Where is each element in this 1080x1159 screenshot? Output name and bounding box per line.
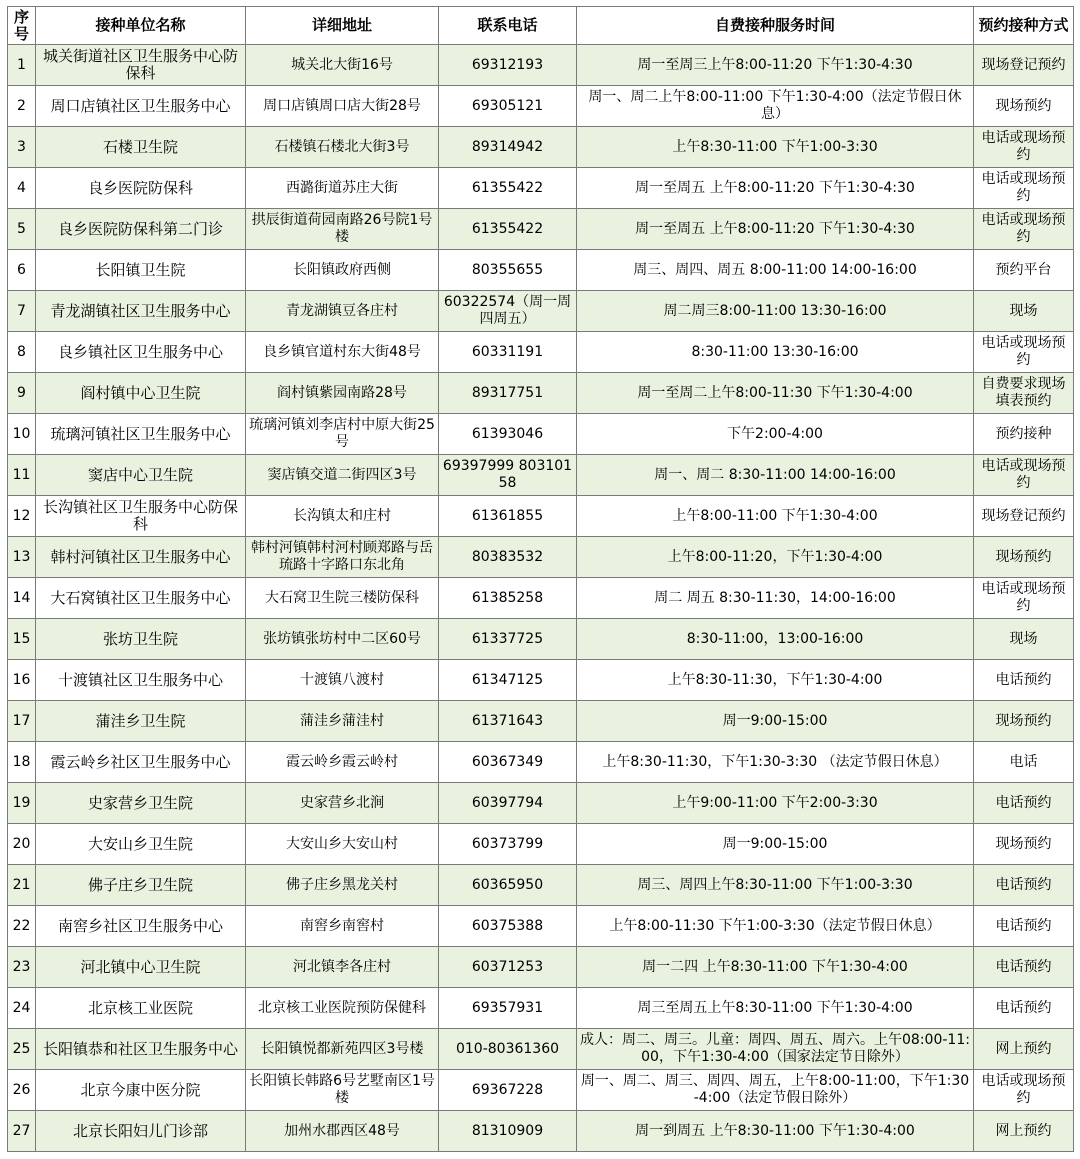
row-name: 北京核工业医院: [36, 988, 246, 1029]
header-no: 序号: [8, 7, 36, 45]
row-no: 24: [8, 988, 36, 1029]
table-row: [8, 783, 1074, 824]
row-method: 现场预约: [974, 86, 1074, 127]
row-name: 北京长阳妇儿门诊部: [36, 1111, 246, 1152]
table-row: [8, 537, 1074, 578]
row-no: 25: [8, 1029, 36, 1070]
row-address: 良乡镇官道村东大街48号: [246, 332, 439, 373]
row-time: 上午8:00-11:20，下午1:30-4:00: [577, 537, 974, 578]
row-no: 3: [8, 127, 36, 168]
row-phone: 69305121: [439, 86, 577, 127]
row-no: 19: [8, 783, 36, 824]
row-address: 大石窝卫生院三楼防保科: [246, 578, 439, 619]
row-time: 周二 周五 8:30-11:30，14:00-16:00: [577, 578, 974, 619]
row-address: 十渡镇八渡村: [246, 660, 439, 701]
row-phone: 60322574（周一周四周五）: [439, 291, 577, 332]
row-no: 4: [8, 168, 36, 209]
table-row: [8, 701, 1074, 742]
row-phone: 60331191: [439, 332, 577, 373]
row-phone: 61337725: [439, 619, 577, 660]
row-time: 周一、周二上午8:00-11:00 下午1:30-4:00（法定节假日休息）: [577, 86, 974, 127]
row-method: 现场: [974, 619, 1074, 660]
row-method: 电话或现场预约: [974, 578, 1074, 619]
table-row: [8, 455, 1074, 496]
row-method: 电话预约: [974, 865, 1074, 906]
row-no: 27: [8, 1111, 36, 1152]
row-name: 霞云岭乡社区卫生服务中心: [36, 742, 246, 783]
row-no: 20: [8, 824, 36, 865]
row-time: 周三至周五上午8:30-11:00 下午1:30-4:00: [577, 988, 974, 1029]
row-no: 14: [8, 578, 36, 619]
row-method: 电话预约: [974, 660, 1074, 701]
table-row: [8, 496, 1074, 537]
row-name: 青龙湖镇社区卫生服务中心: [36, 291, 246, 332]
row-name: 良乡医院防保科: [36, 168, 246, 209]
table-row: [8, 291, 1074, 332]
row-phone: 69367228: [439, 1070, 577, 1111]
row-time: 周一至周五 上午8:00-11:20 下午1:30-4:30: [577, 168, 974, 209]
table-row: [8, 906, 1074, 947]
row-name: 长阳镇恭和社区卫生服务中心: [36, 1029, 246, 1070]
row-method: 现场登记预约: [974, 45, 1074, 86]
row-time: 周一9:00-15:00: [577, 824, 974, 865]
row-phone: 60371253: [439, 947, 577, 988]
row-no: 6: [8, 250, 36, 291]
row-method: 电话或现场预约: [974, 168, 1074, 209]
row-no: 18: [8, 742, 36, 783]
table-row: [8, 209, 1074, 250]
vaccination-sites-table: [7, 6, 1074, 1152]
row-method: 现场登记预约: [974, 496, 1074, 537]
row-no: 21: [8, 865, 36, 906]
row-address: 青龙湖镇豆各庄村: [246, 291, 439, 332]
row-time: 上午8:00-11:30 下午1:00-3:30（法定节假日休息）: [577, 906, 974, 947]
row-time: 上午8:30-11:00 下午1:00-3:30: [577, 127, 974, 168]
row-no: 17: [8, 701, 36, 742]
row-method: 电话预约: [974, 783, 1074, 824]
table-row: [8, 250, 1074, 291]
row-no: 23: [8, 947, 36, 988]
row-address: 窦店镇交道二街四区3号: [246, 455, 439, 496]
row-address: 北京核工业医院预防保健科: [246, 988, 439, 1029]
row-phone: 89317751: [439, 373, 577, 414]
row-address: 河北镇李各庄村: [246, 947, 439, 988]
row-time: 周一二四 上午8:30-11:00 下午1:30-4:00: [577, 947, 974, 988]
row-address: 长沟镇太和庄村: [246, 496, 439, 537]
row-time: 周一至周五 上午8:00-11:20 下午1:30-4:30: [577, 209, 974, 250]
row-method: 电话或现场预约: [974, 332, 1074, 373]
row-method: 现场预约: [974, 824, 1074, 865]
table-row: [8, 619, 1074, 660]
row-time: 上午9:00-11:00 下午2:00-3:30: [577, 783, 974, 824]
row-phone: 69397999 80310158: [439, 455, 577, 496]
row-address: 长阳镇悦都新苑四区3号楼: [246, 1029, 439, 1070]
row-time: 周一、周二 8:30-11:00 14:00-16:00: [577, 455, 974, 496]
row-time: 周三、周四、周五 8:00-11:00 14:00-16:00: [577, 250, 974, 291]
row-phone: 69312193: [439, 45, 577, 86]
row-phone: 61355422: [439, 209, 577, 250]
row-address: 韩村河镇韩村河村顾郑路与岳琉路十字路口东北角: [246, 537, 439, 578]
row-address: 蒲洼乡蒲洼村: [246, 701, 439, 742]
header-name: 接种单位名称: [36, 7, 246, 45]
table-row: [8, 865, 1074, 906]
row-method: 网上预约: [974, 1029, 1074, 1070]
table-row: [8, 1070, 1074, 1111]
row-phone: 61361855: [439, 496, 577, 537]
row-method: 电话预约: [974, 906, 1074, 947]
row-name: 南窖乡社区卫生服务中心: [36, 906, 246, 947]
row-name: 长沟镇社区卫生服务中心防保科: [36, 496, 246, 537]
row-address: 张坊镇张坊村中二区60号: [246, 619, 439, 660]
table-row: [8, 332, 1074, 373]
row-method: 电话预约: [974, 988, 1074, 1029]
row-method: 电话或现场预约: [974, 209, 1074, 250]
row-address: 拱辰街道荷园南路26号院1号楼: [246, 209, 439, 250]
row-no: 11: [8, 455, 36, 496]
row-time: 上午8:30-11:30，下午1:30-3:30 （法定节假日休息）: [577, 742, 974, 783]
row-name: 佛子庄乡卫生院: [36, 865, 246, 906]
table-row: [8, 127, 1074, 168]
row-address: 南窖乡南窖村: [246, 906, 439, 947]
row-name: 石楼卫生院: [36, 127, 246, 168]
row-no: 5: [8, 209, 36, 250]
row-phone: 61393046: [439, 414, 577, 455]
table-row: [8, 660, 1074, 701]
row-name: 北京今康中医分院: [36, 1070, 246, 1111]
row-no: 1: [8, 45, 36, 86]
row-address: 石楼镇石楼北大街3号: [246, 127, 439, 168]
row-method: 电话或现场预约: [974, 455, 1074, 496]
row-phone: 60365950: [439, 865, 577, 906]
row-no: 26: [8, 1070, 36, 1111]
row-phone: 61355422: [439, 168, 577, 209]
header-phone: 联系电话: [439, 7, 577, 45]
row-phone: 89314942: [439, 127, 577, 168]
row-name: 阎村镇中心卫生院: [36, 373, 246, 414]
row-name: 大石窝镇社区卫生服务中心: [36, 578, 246, 619]
row-address: 周口店镇周口店大街28号: [246, 86, 439, 127]
row-no: 10: [8, 414, 36, 455]
row-phone: 60375388: [439, 906, 577, 947]
row-name: 城关街道社区卫生服务中心防保科: [36, 45, 246, 86]
row-address: 加州水郡西区48号: [246, 1111, 439, 1152]
row-phone: 010-80361360: [439, 1029, 577, 1070]
row-address: 城关北大街16号: [246, 45, 439, 86]
table-row: [8, 86, 1074, 127]
row-address: 长阳镇政府西侧: [246, 250, 439, 291]
table-row: [8, 168, 1074, 209]
row-no: 16: [8, 660, 36, 701]
row-phone: 80355655: [439, 250, 577, 291]
table-row: [8, 373, 1074, 414]
row-address: 阎村镇紫园南路28号: [246, 373, 439, 414]
row-phone: 60367349: [439, 742, 577, 783]
header-row: [8, 7, 1074, 45]
row-phone: 60373799: [439, 824, 577, 865]
row-address: 琉璃河镇刘李店村中原大街25号: [246, 414, 439, 455]
row-method: 电话或现场预约: [974, 1070, 1074, 1111]
row-time: 上午8:30-11:30，下午1:30-4:00: [577, 660, 974, 701]
row-no: 2: [8, 86, 36, 127]
row-no: 8: [8, 332, 36, 373]
table-row: [8, 1029, 1074, 1070]
row-time: 周二周三8:00-11:00 13:30-16:00: [577, 291, 974, 332]
row-phone: 61347125: [439, 660, 577, 701]
header-method: 预约接种方式: [974, 7, 1074, 45]
row-time: 下午2:00-4:00: [577, 414, 974, 455]
row-method: 自费要求现场填表预约: [974, 373, 1074, 414]
row-name: 良乡医院防保科第二门诊: [36, 209, 246, 250]
row-phone: 80383532: [439, 537, 577, 578]
table-row: [8, 414, 1074, 455]
row-phone: 61385258: [439, 578, 577, 619]
row-no: 13: [8, 537, 36, 578]
table-row: [8, 947, 1074, 988]
row-name: 窦店中心卫生院: [36, 455, 246, 496]
row-method: 电话预约: [974, 947, 1074, 988]
row-name: 河北镇中心卫生院: [36, 947, 246, 988]
row-name: 韩村河镇社区卫生服务中心: [36, 537, 246, 578]
row-no: 7: [8, 291, 36, 332]
row-no: 12: [8, 496, 36, 537]
table-row: [8, 742, 1074, 783]
header-time: 自费接种服务时间: [577, 7, 974, 45]
table-row: [8, 824, 1074, 865]
row-method: 电话: [974, 742, 1074, 783]
row-address: 西潞街道苏庄大街: [246, 168, 439, 209]
row-method: 现场预约: [974, 701, 1074, 742]
row-method: 现场: [974, 291, 1074, 332]
row-name: 大安山乡卫生院: [36, 824, 246, 865]
row-time: 周一9:00-15:00: [577, 701, 974, 742]
row-time: 8:30-11:00 13:30-16:00: [577, 332, 974, 373]
row-no: 9: [8, 373, 36, 414]
row-method: 网上预约: [974, 1111, 1074, 1152]
row-address: 霞云岭乡霞云岭村: [246, 742, 439, 783]
table-row: [8, 1111, 1074, 1152]
row-time: 8:30-11:00，13:00-16:00: [577, 619, 974, 660]
row-time: 周三、周四上午8:30-11:00 下午1:00-3:30: [577, 865, 974, 906]
row-address: 大安山乡大安山村: [246, 824, 439, 865]
row-time: 周一、周二、周三、周四、周五，上午8:00-11:00，下午1:30-4:00（法定节假日除外）: [577, 1070, 974, 1111]
row-no: 15: [8, 619, 36, 660]
row-phone: 81310909: [439, 1111, 577, 1152]
row-time: 周一至周二上午8:00-11:30 下午1:30-4:00: [577, 373, 974, 414]
row-method: 电话或现场预约: [974, 127, 1074, 168]
row-phone: 60397794: [439, 783, 577, 824]
row-phone: 61371643: [439, 701, 577, 742]
row-time: 成人：周二、周三。儿童：周四、周五、周六。上午08:00-11:00，下午1:30-4:00（国家法定节日除外）: [577, 1029, 974, 1070]
row-name: 张坊卫生院: [36, 619, 246, 660]
row-name: 史家营乡卫生院: [36, 783, 246, 824]
row-method: 预约接种: [974, 414, 1074, 455]
row-name: 琉璃河镇社区卫生服务中心: [36, 414, 246, 455]
row-phone: 69357931: [439, 988, 577, 1029]
row-name: 十渡镇社区卫生服务中心: [36, 660, 246, 701]
table-row: [8, 988, 1074, 1029]
header-address: 详细地址: [246, 7, 439, 45]
row-method: 预约平台: [974, 250, 1074, 291]
row-address: 佛子庄乡黑龙关村: [246, 865, 439, 906]
row-method: 现场预约: [974, 537, 1074, 578]
table-row: [8, 45, 1074, 86]
row-time: 周一至周三上午8:00-11:20 下午1:30-4:30: [577, 45, 974, 86]
row-name: 良乡镇社区卫生服务中心: [36, 332, 246, 373]
row-address: 史家营乡北涧: [246, 783, 439, 824]
table-row: [8, 578, 1074, 619]
row-address: 长阳镇长韩路6号艺墅南区1号楼: [246, 1070, 439, 1111]
row-name: 长阳镇卫生院: [36, 250, 246, 291]
row-time: 周一到周五 上午8:30-11:00 下午1:30-4:00: [577, 1111, 974, 1152]
row-no: 22: [8, 906, 36, 947]
row-name: 周口店镇社区卫生服务中心: [36, 86, 246, 127]
row-time: 上午8:00-11:00 下午1:30-4:00: [577, 496, 974, 537]
row-name: 蒲洼乡卫生院: [36, 701, 246, 742]
